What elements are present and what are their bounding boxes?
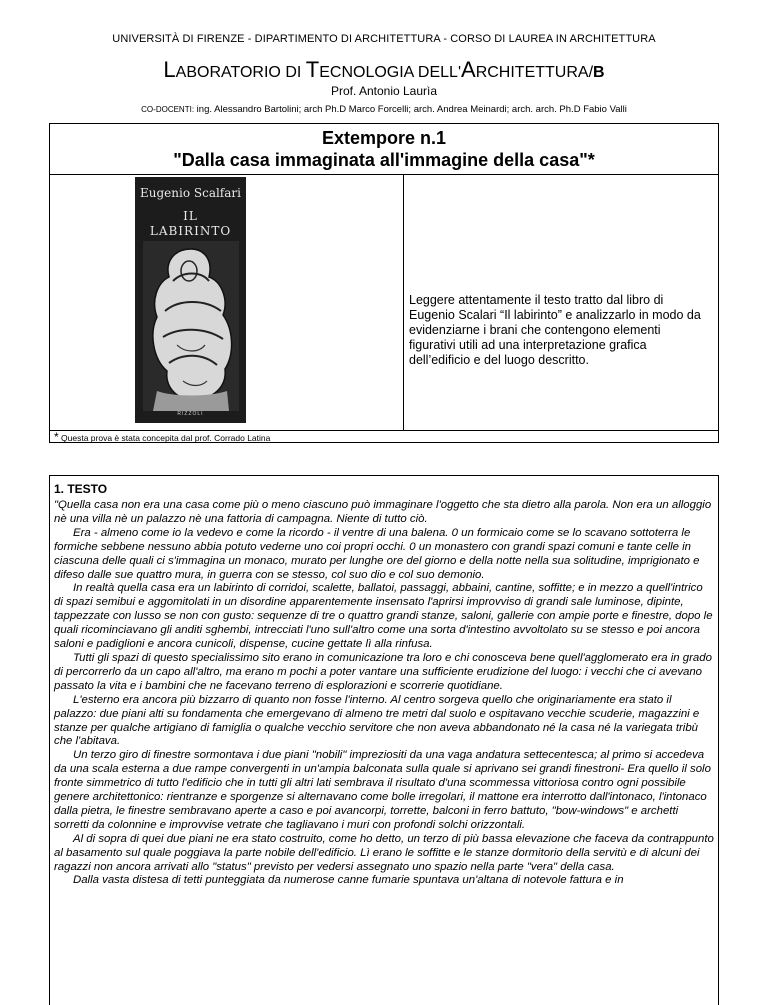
extempore-title-row (50, 124, 718, 175)
book-publisher: RIZZOLI (177, 411, 204, 417)
codocenti-label: CO-DOCENTI: (141, 105, 195, 114)
paragraph: Un terzo giro di finestre sormontava i due piani "nobili" impreziositi da una vaga andatura settecentesca; al primo si accedeva da una scala esterna a due rampe convergenti in un'ampia balconata sulla quale si aprivano sei grandi finestroni- Era quello il solo fronte simmetrico di tutto l'edificio che in tutti gli altri lati sembrava il risultato d'una scommessa vittoriosa contro ogni possibile genere architettonico: rientranze e sporgenze si alternavano come bolle irregolari, il mattone era interrotto dall'intonaco, l'intonaco dalla pietra, le finestre sembravano aperte a caso e poi avancorpi, torrette, balconi in ferro battuto, "bow-windows" e archetti sorretti da colonnine e improvvise vetrate che tagliavano i muri con profondi solchi orizzontali. (54, 749, 711, 831)
professor-name: Prof. Antonio Laurìa (330, 84, 438, 98)
book-title-line1: IL (183, 209, 198, 223)
paragraph: In realtà quella casa era un labirinto di corridoi, scalette, ballatoi, passaggi, abbaini, cantine, soffitte; e in mezzo a quell'intrico di spazi semibui e aggomitolati in un disordine apparentemente insensato l'aprirsi improvviso di grandi sale luminose, dipinte, tappezzate con lusso se non con gusto: sequenze di tre o quattro grandi stanze, saloni, gallerie con ampie porte e finestre, dopo le quali ricominciavano gli anditi sghembi, intrecciati l'uno sull'altro come una sorta d'intestino avvoltolato su se stesso e poi ancora saloni e padiglioni e ancora cunicoli, dispense, cucine gettate lì alla rinfusa. (54, 582, 713, 651)
codocenti-names: ing. Alessandro Bartolini; arch Ph.D Marco Forcelli; arch. Andrea Meinardi; arch. arch. Ph.D Fabio Valli (194, 104, 627, 115)
university-header: UNIVERSITÀ DI FIRENZE - DIPARTIMENTO DI ARCHITETTURA - CORSO DI LAUREA IN ARCHITETTURA (112, 33, 656, 45)
lab-title-l: L (163, 57, 176, 82)
book-author: Eugenio Scalfari (140, 186, 241, 200)
lab-title-t: T (305, 57, 320, 82)
section-heading: 1. TESTO (54, 482, 108, 496)
extempore-title (50, 127, 718, 171)
extempore-box (49, 123, 719, 443)
book-cover-image (135, 177, 246, 423)
lab-title-part1: ABORATORIO DI (175, 64, 306, 81)
lab-title (0, 57, 768, 83)
footnote-row (50, 430, 718, 443)
book-cover-cell (50, 174, 404, 430)
codocenti-line (0, 104, 768, 115)
paragraph: Al di sopra di quei due piani ne era stato costruito, come ho detto, un terzo di più bassa elevazione che faceva da contrappunto al basamento sul quale poggiava la parte nobile dell'edificio. Lì erano le soffitte e le stanze dormitorio della servitù e di alcuni dei ragazzi non ancora arrivati allo "status" previsto per vedersi assegnato uno spazio nella parte "vera" della casa. (54, 832, 714, 873)
paragraph: Dalla vasta distesa di tetti punteggiata da numerose canne fumarie spuntava un'altana di notevole fattura e in (73, 874, 624, 887)
instructions-text: Leggere attentamente il testo tratto dal libro di Eugenio Scalari “Il labirinto” e analizzarlo in modo da evidenziarne i brani che contengono elementi figurativi utili ad una interpretazione grafica dell’edificio e del luogo descritto. (409, 293, 701, 367)
paragraph: Era - almeno come io la vedevo e come la ricordo - il ventre di una balena. 0 un formicaio come se lo scavano sottoterra le formiche sebbene nessuno abbia potuto vederne uno coi propri occhi. 0 un monastero con grandi spazi comuni e tante celle in ciascuna delle quali ci s'immagina un monaco, murato per lunghe ore del giorno e della notte nella sua solitudine, imprigionato e difeso dalle sue quattro mura, in guerra con se stesso, col suo dio e col suo demonio. (54, 526, 700, 581)
lab-title-part2: ECNOLOGIA DELL' (319, 64, 461, 81)
paragraph: "Quella casa non era una casa come più o meno ciascuno può immaginare l'oggetto che sta dietro alla parola. Non era un alloggio nè una villa nè un palazzo nè una fattoria di campagna. Niente di tutto ciò. (54, 499, 712, 525)
instructions-cell (403, 174, 718, 430)
extempore-title-line1: Extempore n.1 (321, 128, 447, 148)
extempore-title-line2: "Dalla casa immaginata all'immagine della casa"* (173, 150, 595, 170)
book-cover-illustration (143, 241, 239, 411)
paragraph: Tutti gli spazi di questo specialissimo sito erano in comunicazione tra loro e chi conosceva bene quell'agglomerato era in grado di percorrerlo da un capo all'altro, ma erano m pochi a poter vantare una sufficiente erudizione del luogo: i vecchi che ci avevano passato la vita e i bambini che ne facevano terreno di esplorazioni e scorrerie quotidiane. (54, 651, 712, 692)
section-body (54, 499, 714, 888)
lab-title-a: A (461, 57, 476, 82)
lab-title-b: B (593, 64, 605, 81)
book-title (135, 209, 246, 239)
book-title-line2: LABIRINTO (149, 224, 232, 238)
paragraph: L'esterno era ancora più bizzarro di quanto non fosse l'interno. Al centro sorgeva quello che originariamente era stato il palazzo: due piani alti su fondamenta che emergevano di almeno tre metri dal suolo e ospitavano vecchie scuderie, magazzini e stanze per qualche artigiano di famiglia o qualche vecchio servitore che non aveva abbandonato né la casa né la variegata tribù che l'abitava. (54, 693, 700, 748)
footnote-text: Questa prova è stata concepita dal prof. Corrado Latina (58, 433, 271, 443)
lab-title-part3: RCHITETTURA/ (475, 64, 594, 81)
footnote-mark: * (54, 430, 59, 444)
text-section (49, 475, 719, 1005)
